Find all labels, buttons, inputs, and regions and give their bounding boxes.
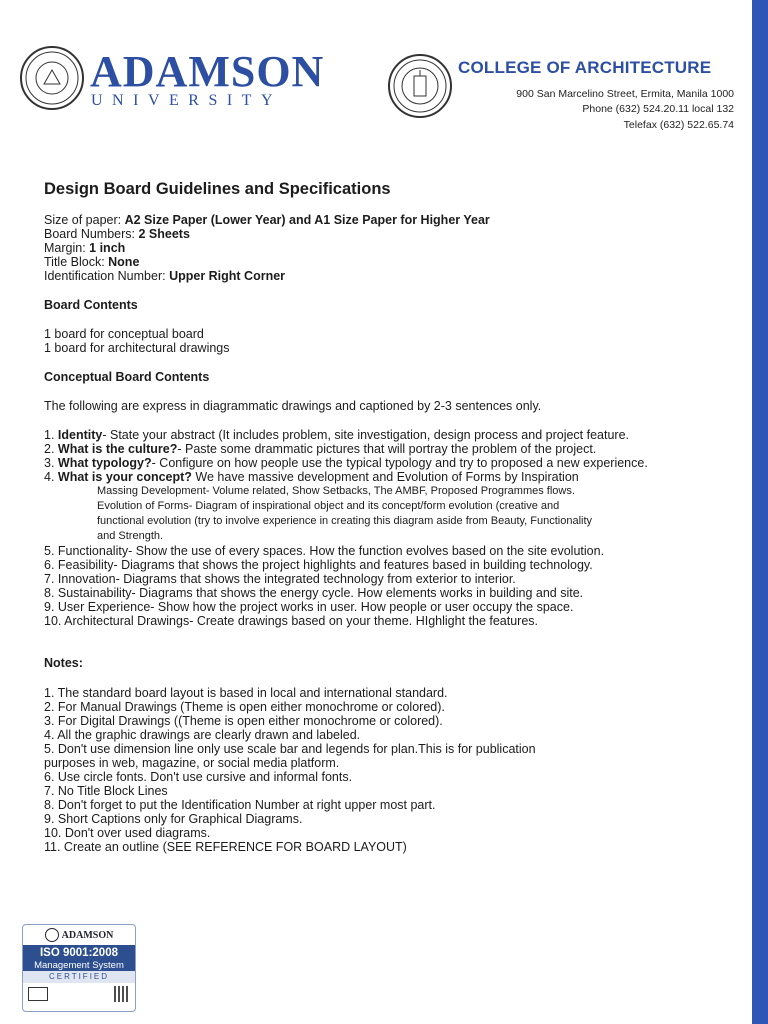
note-item: 10. Don't over used diagrams. bbox=[44, 826, 211, 840]
university-subtitle: UNIVERSITY bbox=[91, 92, 282, 109]
university-name: ADAMSON bbox=[90, 47, 325, 96]
note-item: 4. All the graphic drawings are clearly drawn and labeled. bbox=[44, 728, 361, 742]
list-item: 6. Feasibility- Diagrams that shows the project highlights and features based in building technology. bbox=[44, 558, 593, 572]
note-item: 6. Use circle fonts. Don't use cursive and informal fonts. bbox=[44, 770, 353, 784]
list-item: 3. What typology?- Configure on how people use the typical typology and try to proposed a new experience. bbox=[44, 456, 648, 470]
spec-board-numbers: Board Numbers: 2 Sheets bbox=[44, 227, 190, 241]
list-item: 2. What is the culture?- Paste some drammatic pictures that will portray the problem of the project. bbox=[44, 442, 597, 456]
badge-management-system: Management System bbox=[34, 960, 124, 971]
spec-list bbox=[44, 213, 744, 283]
badge-fine-print bbox=[80, 991, 82, 998]
note-item: 1. The standard board layout is based in local and international standard. bbox=[44, 686, 448, 700]
badge-certified: CERTIFIED bbox=[23, 971, 135, 983]
badge-seal-icon bbox=[45, 928, 59, 942]
spec-identification-number: Identification Number: Upper Right Corner bbox=[44, 269, 286, 283]
note-item: 11. Create an outline (SEE REFERENCE FOR BOARD LAYOUT) bbox=[44, 840, 407, 854]
badge-iso-number: ISO 9001:2008 bbox=[39, 947, 118, 959]
college-phone: Phone (632) 524.20.11 local 132 bbox=[582, 103, 734, 115]
list-item: 5. Functionality- Show the use of every spaces. How the function evolves based on the site evolution. bbox=[44, 544, 605, 558]
list-item: 1 board for conceptual board bbox=[44, 327, 204, 341]
list-item: 9. User Experience- Show how the project works in user. How people or user occupy the space. bbox=[44, 600, 574, 614]
concept-sub-item: functional evolution (try to involve experience in creating this diagram aside from Beauty, Functionality bbox=[97, 515, 593, 527]
university-seal-logo bbox=[20, 46, 84, 110]
certifier-logo-icon bbox=[28, 987, 48, 1001]
guidelines-body bbox=[44, 180, 744, 854]
note-item: 5. Don't use dimension line only use scale bar and legends for plan.This is for publication bbox=[44, 742, 536, 756]
college-telefax: Telefax (632) 522.65.74 bbox=[623, 119, 734, 131]
spec-margin: Margin: 1 inch bbox=[44, 241, 126, 255]
list-item: 4. What is your concept? We have massive development and Evolution of Forms by Inspiration bbox=[44, 470, 579, 484]
iso-certification-badge bbox=[22, 924, 136, 1012]
list-item: 8. Sustainability- Diagrams that shows the energy cycle. How elements works in building and site. bbox=[44, 586, 584, 600]
qr-code-icon bbox=[114, 986, 130, 1002]
note-item: 9. Short Captions only for Graphical Diagrams. bbox=[44, 812, 303, 826]
conceptual-intro: The following are express in diagrammatic drawings and captioned by 2-3 sentences only. bbox=[44, 399, 542, 413]
concept-sub-item: and Strength. bbox=[97, 530, 164, 542]
notes-heading: Notes: bbox=[44, 656, 83, 670]
note-item: 7. No Title Block Lines bbox=[44, 784, 168, 798]
note-item: 3. For Digital Drawings ((Theme is open either monochrome or colored). bbox=[44, 714, 443, 728]
concept-sub-item: Evolution of Forms- Diagram of inspirational object and its concept/form evolution (creative and bbox=[97, 500, 560, 512]
note-item: 2. For Manual Drawings (Theme is open either monochrome or colored). bbox=[44, 700, 445, 714]
college-seal-logo bbox=[388, 54, 452, 118]
list-item: 7. Innovation- Diagrams that shows the integrated technology from exterior to interior. bbox=[44, 572, 516, 586]
note-item: purposes in web, magazine, or social media platform. bbox=[44, 756, 340, 770]
list-item: 1. Identity- State your abstract (It includes problem, site investigation, design process and project feature. bbox=[44, 428, 630, 442]
board-contents-heading: Board Contents bbox=[44, 298, 138, 312]
college-address: 900 San Marcelino Street, Ermita, Manila 1000 bbox=[516, 88, 734, 100]
concept-sub-item: Massing Development- Volume related, Show Setbacks, The AMBF, Proposed Programmes flows. bbox=[97, 485, 575, 497]
spec-title-block: Title Block: None bbox=[44, 255, 140, 269]
badge-brand: ADAMSON bbox=[61, 929, 114, 941]
college-name: COLLEGE OF ARCHITECTURE bbox=[458, 58, 712, 77]
conceptual-contents-heading: Conceptual Board Contents bbox=[44, 370, 210, 384]
spec-paper-size: Size of paper: A2 Size Paper (Lower Year) and A1 Size Paper for Higher Year bbox=[44, 213, 490, 227]
document-title: Design Board Guidelines and Specifications bbox=[44, 180, 391, 198]
right-edge-bar bbox=[752, 0, 768, 1024]
list-item: 1 board for architectural drawings bbox=[44, 341, 230, 355]
note-item: 8. Don't forget to put the Identification Number at right upper most part. bbox=[44, 798, 436, 812]
list-item: 10. Architectural Drawings- Create drawings based on your theme. HIghlight the features. bbox=[44, 614, 539, 628]
